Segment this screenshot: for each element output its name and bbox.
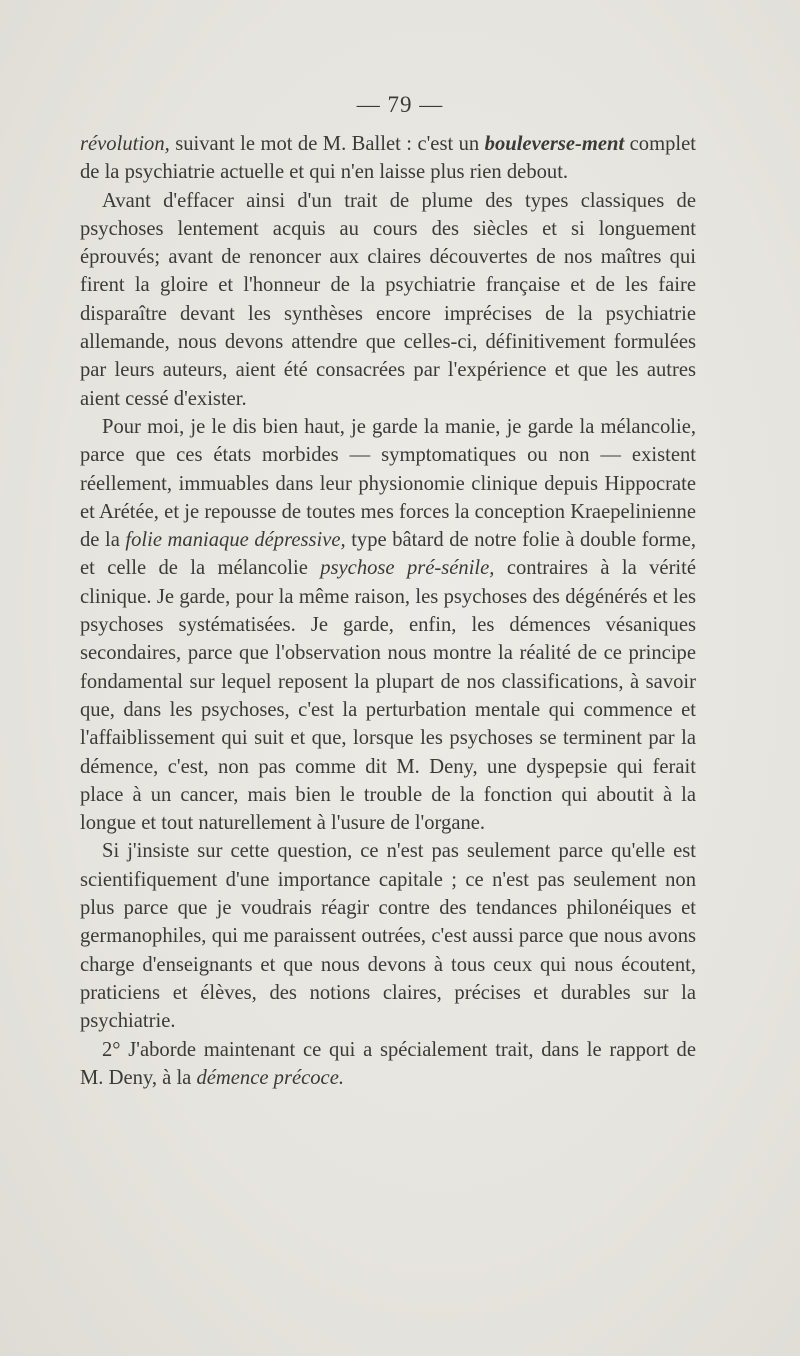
text-run: Avant d'effacer ainsi d'un trait de plume des types classiques de psychoses lentement acquis au cours des siècles et si longuement éprouvés; avant de renoncer aux claires découvertes de nos maîtres qui firent la gloire et l'honneur de la psychiatrie française et de les faire disparaître devant les synthèses encore imprécises de la psychiatrie allemande, nous devons attendre que celles-ci, définitivement formulées par leurs auteurs, aient été consacrées par l'expérience et que les autres aient cessé d'exister.	[80, 189, 696, 410]
text-run: Pour moi, je le dis bien haut, je garde la manie, je garde la mélancolie, parce que ces états morbides — symptomatiques ou non — existent réellement, immuables dans leur physionomie clinique depuis Hippocrate et Arétée, et je repousse de toutes mes forces la conception Kraepelinienne de la	[80, 415, 696, 552]
text-run: Si j'insiste sur cette question, ce n'est pas seulement parce qu'elle est scientifiquement d'une importance capitale ; ce n'est pas seulement non plus parce que je voudrais réagir contre des tendances philonéiques et germanophiles, qui me paraissent outrées, c'est aussi parce que nous avons charge d'enseignants et que nous devons à tous ceux qui nous écoutent, praticiens et élèves, des notions claires, précises et durables sur la psychiatrie.	[80, 840, 696, 1033]
paragraph	[80, 837, 696, 1035]
italic-phrase: démence précoce.	[196, 1066, 344, 1089]
text-run: complet de la psychiatrie actuelle et qui n'en laisse plus rien debout.	[80, 133, 696, 184]
paragraph	[80, 187, 696, 413]
text-run: 2° J'aborde maintenant ce qui a spécialement trait, dans le rapport de M. Deny, à la	[80, 1038, 696, 1089]
body-text	[80, 130, 696, 1092]
text-run: type bâtard de notre folie à double forme, et celle de la mélancolie	[80, 529, 696, 580]
paragraph	[80, 413, 696, 837]
paragraph	[80, 1036, 696, 1093]
italic-phrase: psychose pré-sénile,	[320, 557, 495, 580]
page-number: — 79 —	[356, 92, 444, 117]
bold-italic-phrase: bouleverse-ment	[484, 133, 625, 155]
italic-phrase: folie maniaque dépressive,	[125, 529, 346, 552]
text-run: contraires à la vérité clinique. Je garde, pour la même raison, les psychoses des dégénérés et les psychoses systématisées. Je garde, enfin, les démences vésaniques secondaires, parce que l'observation nous montre la réalité de ce principe fondamental sur lequel reposent la plupart de nos classifications, à savoir que, dans les psychoses, c'est la perturbation mentale qui commence et l'affaiblissement qui suit et que, lorsque les psychoses se terminent par la démence, c'est, non pas comme dit M. Deny, une dyspepsie qui ferait place à un cancer, mais bien le trouble de la fonction qui aboutit à la longue et tout naturellement à l'usure de l'organe.	[80, 557, 697, 835]
italic-phrase: révolution,	[80, 133, 170, 155]
text-run: suivant le mot de M. Ballet : c'est un	[169, 133, 485, 155]
paragraph	[80, 130, 696, 187]
